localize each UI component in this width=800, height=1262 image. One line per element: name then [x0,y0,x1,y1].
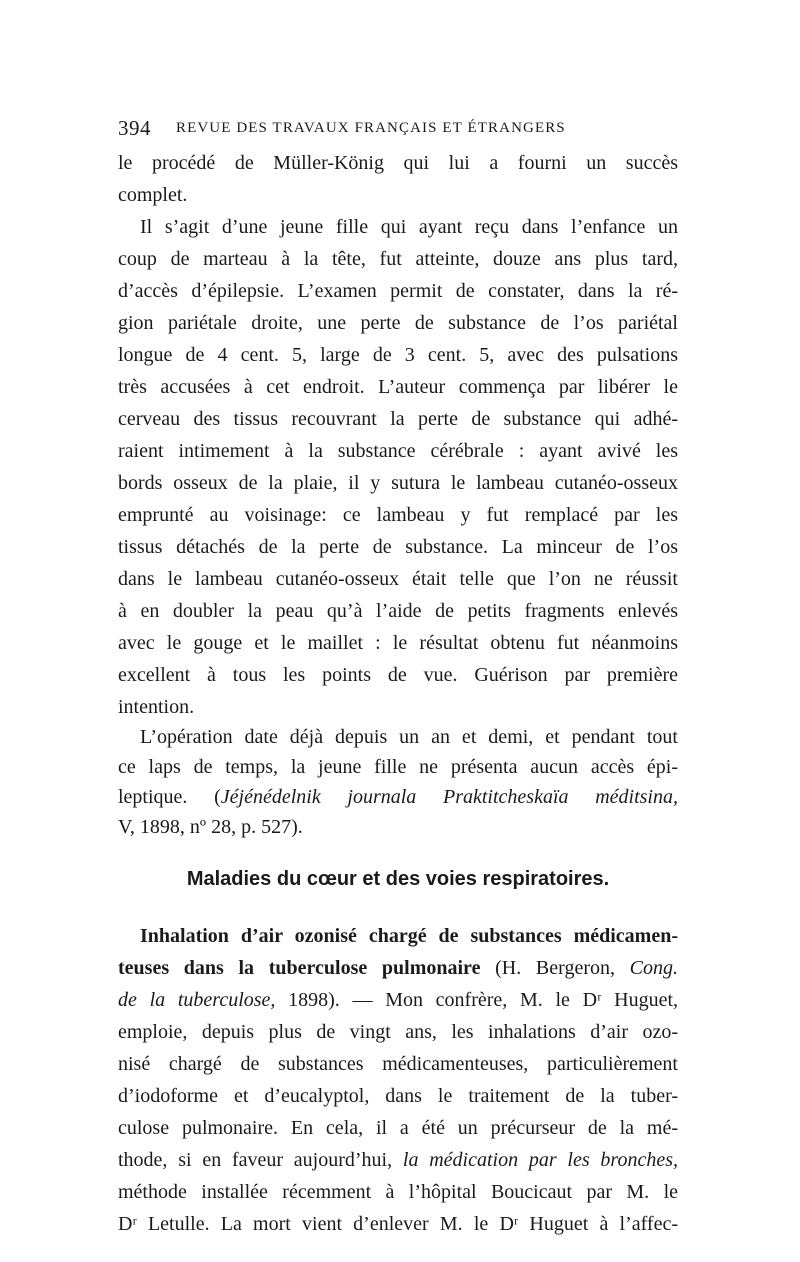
article-title-line [118,920,678,952]
text-line: gion pariétale droite, une perte de substance de l’os pariétal [118,312,678,334]
running-title: REVUE DES TRAVAUX FRANÇAIS ET ÉTRANGERS [176,120,566,136]
text-line: méthode installée récemment à l’hôpital Boucicaut par M. le [118,1181,678,1203]
page-header [118,116,678,142]
text-line [118,1144,678,1176]
text-line: tissus détachés de la perte de substance. La minceur de l’os [118,536,678,558]
page-number: 394 [118,116,151,140]
text-line: longue de 4 cent. 5, large de 3 cent. 5, avec des pulsations [118,344,678,366]
text-line [118,984,678,1016]
text-line: avec le gouge et le maillet : le résultat obtenu fut néanmoins [118,632,678,654]
text-span: (H. Bergeron, [480,957,630,979]
text-line: cerveau des tissus recouvrant la perte de substance qui adhé- [118,408,678,430]
text-line: Dʳ Letulle. La mort vient d’enlever M. le Dʳ Huguet à l’affec- [118,1213,678,1235]
text-line: nisé chargé de substances médicamenteuses, particulièrement [118,1053,678,1075]
journal-title: Jéjénédelnik journala Praktitcheskaïa méditsina, [220,786,678,808]
text-line: Il s’agit d’une jeune fille qui ayant reçu dans l’enfance un [140,216,678,238]
text-line: culose pulmonaire. En cela, il a été un précurseur de la mé- [118,1117,678,1139]
text-line: à en doubler la peau qu’à l’aide de petits fragments enlevés [118,600,678,622]
article-title: Inhalation d’air ozonisé chargé de substances médicamen- [140,925,678,947]
text-line: emploie, depuis plus de vingt ans, les inhalations d’air ozo- [118,1021,678,1043]
text-line: ce laps de temps, la jeune fille ne présenta aucun accès épi- [118,756,678,778]
text-line: coup de marteau à la tête, fut atteinte, douze ans plus tard, [118,248,678,270]
source-title: Cong. [629,957,679,979]
text-span: leptique. ( [118,786,221,808]
emphasis: la médication par les bronches, [402,1149,678,1171]
text-line: dans le lambeau cutanéo-osseux était telle que l’on ne réussit [118,568,678,590]
text-line [118,781,678,813]
text-line: emprunté au voisinage: ce lambeau y fut remplacé par les [118,504,678,526]
text-line: très accusées à cet endroit. L’auteur commença par libérer le [118,376,678,398]
text-line: raient intimement à la substance cérébrale : ayant avivé les [118,440,678,462]
text-line: intention. [118,696,195,718]
text-line: L’opération date déjà depuis un an et demi, et pendant tout [140,726,678,748]
text-line: complet. [118,184,188,206]
article-title: teuses dans la tuberculose pulmonaire [118,957,481,979]
text-line: V, 1898, nº 28, p. 527). [118,816,303,838]
text-line: bords osseux de la plaie, il y sutura le lambeau cutanéo-osseux [118,472,678,494]
text-line: le procédé de Müller-König qui lui a fourni un succès [118,152,678,174]
text-span: thode, si en faveur aujourd’hui, [118,1149,403,1171]
text-line [118,952,678,984]
source-title: de la tuberculose, [118,989,276,1011]
text-line: d’iodoforme et d’eucalyptol, dans le traitement de la tuber- [118,1085,678,1107]
text-line: d’accès d’épilepsie. L’examen permit de constater, dans la ré- [118,280,678,302]
section-title: Maladies du cœur et des voies respiratoires. [186,868,610,890]
text-span: 1898). — Mon confrère, M. le Dʳ Huguet, [275,989,678,1011]
text-line: excellent à tous les points de vue. Guérison par première [118,664,678,686]
